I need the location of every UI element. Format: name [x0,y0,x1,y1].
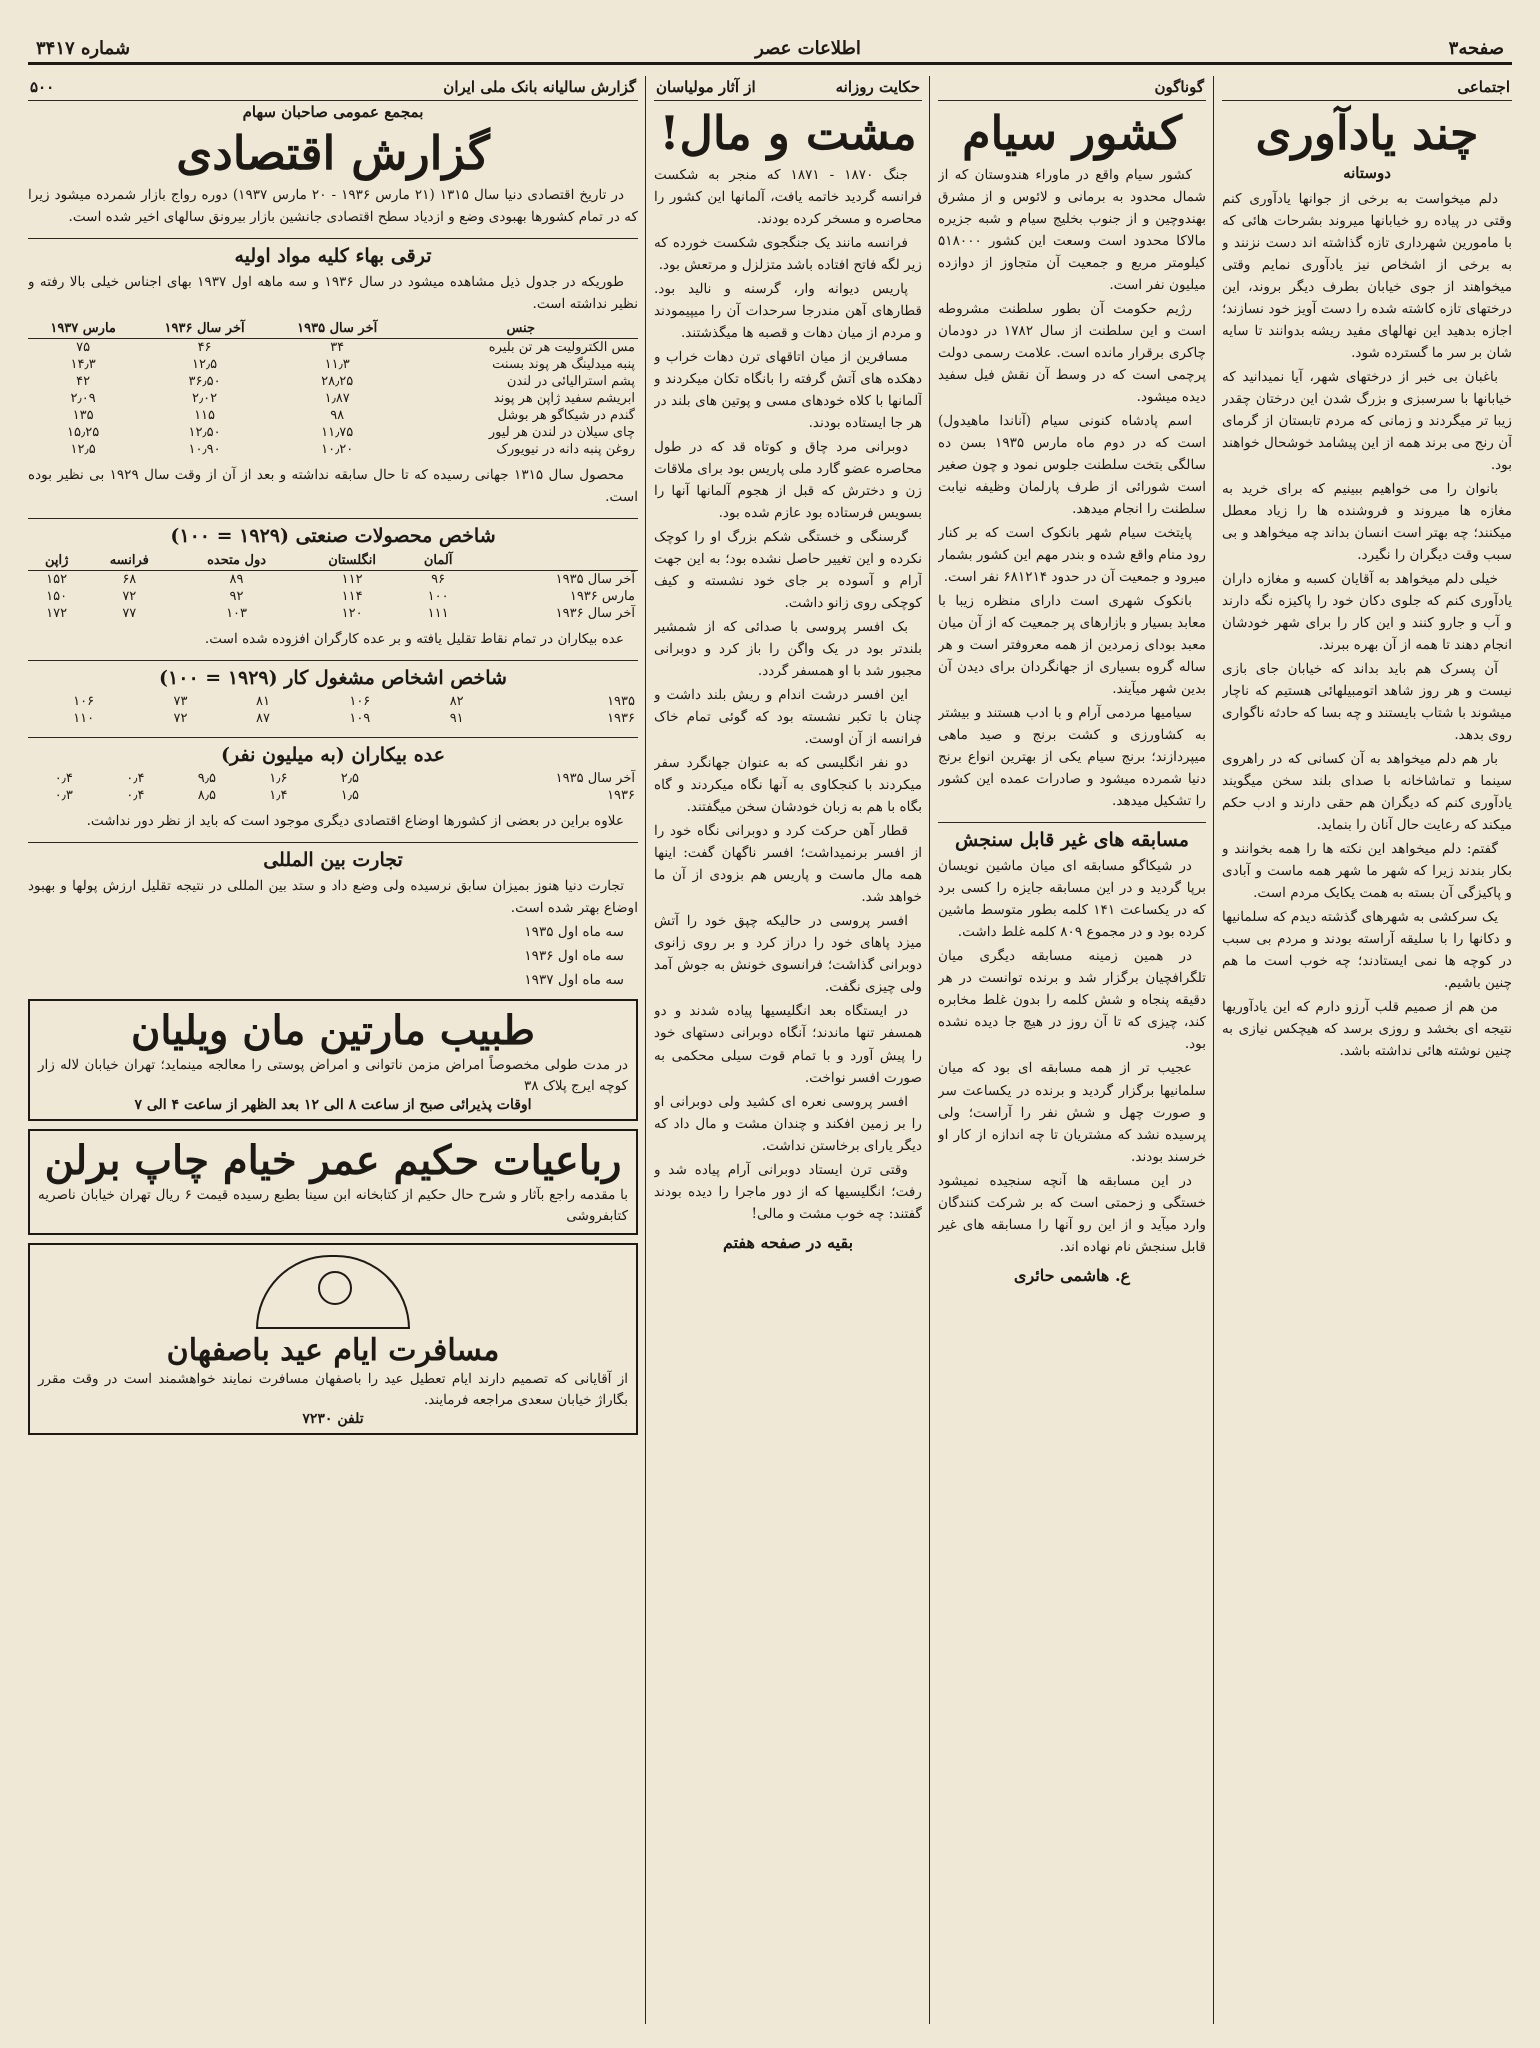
table-header-row: جنس آخر سال ۱۹۳۵ آخر سال ۱۹۳۶ مارس ۱۹۳۷ [28,319,638,339]
paragraph: جنگ ۱۸۷۰ - ۱۸۷۱ که منجر به شکست فرانسه گردید خاتمه یافت، آلمانها این کشور را محاصره و مسخر کرده بودند. [654,166,922,227]
paragraph: یک سرکشی به شهرهای گذشته دیدم که سلمانیها و دکانها را با سلیقه آراسته بودند و مردم بی سبب در کوچه ها نمی ایستادند؛ چه خوب است ما هم چنین باشیم. [1222,909,1512,992]
ad-title: طبیب مارتین مان ویلیان [131,1007,535,1055]
column-siam [938,76,1206,2024]
column-story [654,76,922,2024]
paragraph: این افسر درشت اندام و ریش بلند داشت و چنان با تکبر نشسته بود که گوئی تمام خاک فرانسه از آن اوست. [654,687,922,748]
article-headline: چند یادآوری [1255,106,1479,160]
employment-table [28,693,638,727]
table-row: ابریشم سفید ژاپن هر پوند ۱٫۸۷ ۲٫۰۲ ۲٫۰۹ [70,390,635,406]
prices-table [28,319,638,458]
author-signature: ع. هاشمی حائری [1013,1265,1131,1285]
paragraph: در تاریخ اقتصادی دنیا سال ۱۳۱۵ (۲۱ مارس ۱۹۳۶ - ۲۰ مارس ۱۹۳۷) دوره رواج بازار شمرده میشود زیرا که در تمام کشورها بهبودی وضع و ازدیاد سطح اقتصادی جانشین بازار بیرونق سالهای اخیر شده است. [28,186,638,225]
paragraph: طوریکه در جدول ذیل مشاهده میشود در سال ۱۹۳۶ و سه ماهه اول ۱۹۳۷ بهای اجناس خیلی بالا رفته و نظیر نداشته است. [28,273,638,312]
paragraph: دو نفر انگلیسی که به عنوان جهانگرد سفر میکردند با کنجکاوی به آنها نگاه میکردند و گاه بگاه با هم به زبان خودشان سخن میگفتند. [654,755,922,816]
column-rule [1213,76,1214,2024]
trade-list-item: سه ماه اول ۱۹۳۶ [524,948,624,965]
paragraph: وقتی ترن ایستاد دوبرانی آرام پیاده شد و رفت؛ انگلیسیها که از دور ماجرا را دیده بودند گفتند: چه خوب مشت و مالی! [654,1161,922,1222]
paragraph: گفتم: دلم میخواهد این نکته ها را همه بخوانند و بکار بندند زیرا که شهر ما شهر همه ماست و آبادی و پاکیزگی آن بسته به همت یکایک مردم است. [1222,841,1512,902]
paragraph: بک افسر پروسی با صدائی که از شمشیر بلندتر بود در یک واگن را باز کرد و دوبرانی مجبور شد با او همسفر گردد. [654,619,922,680]
travel-ad [28,1243,638,1435]
paragraph: گرسنگی و خستگی شکم بزرگ او را کوچک نکرده و این تغییر حاصل نشده بود؛ به این جهت آرام و آسوده بر جای خود نشسته و کیف کوچکی روی زانو داشت. [654,529,922,612]
column-economic-report [28,76,638,2024]
unemployed-note: علاوه براین در بعضی از کشورها اوضاع اقتصادی دیگری موجود است که باید از نظر دور نداشت. [86,813,624,829]
paragraph: اسم پادشاه کنونی سیام (آناندا ماهیدول) است که در دوم ماه مارس ۱۹۳۵ بسن ده سالگی بتخت سلطنت جلوس نمود و چون صغیر است شورائی از طرف پارلمان وظیفه نیابت سلطنت را انجام میدهد. [938,413,1206,518]
article-headline: کشور سیام [962,106,1182,160]
article-body [1222,188,1512,1063]
paragraph: عجیب تر از همه مسابقه ای بود که میان سلمانیها برگزار گردید و برنده در یکساعت سر و صورت چهل و شش نفر را آراست؛ ولی پرسیده نشد که مشتریان تا چه اندازه از کار او خرسند بودند. [938,1060,1206,1165]
unemployed-table [28,770,638,804]
employment-note: عده بیکاران در تمام نقاط تقلیل یافته و بر عده کارگران افزوده شده است. [204,630,624,647]
ad-body: در مدت طولی مخصوصاً امراض مزمن ناتوانی و امراض پوستی را معالجه مینماید؛ تهران خیابان لاله زار کوچه ایرج پلاک ۳۸ [38,1057,628,1095]
paragraph: خیلی دلم میخواهد به آقایان کسبه و مغازه داران یادآوری کنم که جلوی دکان خود را پاکیزه نگه دارند و آب و جارو کنند و این کار را برای شهر خودشان انجام دهند تا همه از آن بهره ببرند. [1222,571,1512,654]
section-label: حکایت روزانه از آثار مولیاسان [654,76,922,101]
page-number: صفحه۳ [1448,38,1504,59]
table-row: ۱۹۳۵ ۸۲ ۱۰۶ ۸۱ ۷۳ ۱۰۶ [73,694,635,709]
issue-number: شماره ۳۴۱۷ [36,38,131,59]
paragraph: در ایستگاه بعد انگلیسیها پیاده شدند و دو همسفر تنها ماندند؛ آنگاه دوبرانی دستهای خود را پیش آورد و با تمام قوت سیلی محکمی به صورت افسر نواخت. [654,1003,922,1086]
trade-text: تجارت دنیا هنوز بمیزان سابق نرسیده ولی وضع داد و ستد بین المللی در نتیجه تقلیل ارزش پولها و بهبود اوضاع بهتر شده است. سه ماه اول ۱۹۳۵ سه ماه اول ۱۹۳۶ سه ماه اول ۱۹۳۷ [28,875,638,991]
table-row: چای سیلان در لندن هر لیور ۱۱٫۷۵ ۱۲٫۵۰ ۱۵٫۲۵ [67,424,635,440]
section-intro [28,271,638,315]
section-label: اجتماعی [1222,76,1512,101]
paragraph: من هم از صمیم قلب آرزو دارم که این یادآوریها نتیجه ای بخشد و روزی برسد که هیچکس نیازی به چنین نوشته هائی نداشته باشد. [1222,999,1512,1060]
paragraph: دوبرانی مرد چاق و کوتاه قد که در طول محاصره عضو گارد ملی پاریس بود برای ملاقات زن و دخترش که قبل از هجوم آلمانها آنها را بسویس فرستاده بود عازم شده بود. [654,439,922,522]
article-headline: مشت و مال! [659,106,917,160]
paragraph: مسافرین از میان اتاقهای ترن دهات خراب و دهکده های آتش گرفته را بانگاه تکان میکردند و آلمانها با کلاه خودهای مسی و پوتین های بلند در هر جا ایستاده بودند. [654,349,922,432]
section-title: ترقی بهاء کلیه مواد اولیه [28,238,638,267]
column-reminders [1222,76,1512,2024]
masthead [28,34,1512,65]
ad-body: با مقدمه راجع بآثار و شرح حال حکیم از کتابخانه ابن سینا بطبع رسیده قیمت ۶ ریال تهران خیابان ناصریه کتابفروشی [38,1186,628,1224]
ad-title: رباعیات حکیم عمر خیام چاپ برلن [44,1136,622,1184]
continued-note: بقیه در صفحه هفتم [722,1232,854,1252]
column-rule [929,76,930,2024]
paragraph: بار هم دلم میخواهد به آن کسانی که در راهروی سینما و تماشاخانه با صدای بلند سخن میگویند یادآوری کنم که دیگران هم حقی دارند و ادب حکم میکند که رعایت حال آنان را بنماید. [1222,751,1512,834]
section-label: گوناگون [938,76,1206,101]
newspaper-page [28,34,1512,2024]
section-label: گزارش سالیانه بانک ملی ایران ۵۰۰ [28,76,638,101]
employment-title: شاخص اشخاص مشغول کار (۱۹۲۹ = ۱۰۰) [28,660,638,689]
trade-title: تجارت بین المللی [28,842,638,871]
arch-logo-icon [256,1255,410,1329]
trade-list-item: سه ماه اول ۱۹۳۷ [524,972,624,989]
table-row: روغن پنبه دانه در نیویورک ۱۰٫۲۰ ۱۰٫۹۰ ۱۲٫۵ [70,441,635,457]
article-headline: گزارش اقتصادی [176,126,490,180]
paragraph: باغبان بی خبر از درختهای شهر، آیا نمیدانید که خیابانها با سرسبزی و بزرگ شدن این درختان چقدر زیبا تر میگردند و زمانی که مردم تابستان از گرمای آن رنج می برند همه از این پیشامد خوشحال خواهند بود. [1222,369,1512,474]
contest-body [938,855,1206,1257]
contest-title: مسابقه های غیر قابل سنجش [938,822,1206,851]
article-body [654,164,922,1225]
paragraph: آن پسرک هم باید بداند که خیابان جای بازی نیست و هر روز شاهد اتومبیلهائی هستیم که ناچار میشوند با شتاب بایستند و چه بسا که حادثه ناگواری روی بدهد. [1222,661,1512,744]
table-row: آخر سال ۱۹۳۶ ۱۱۱ ۱۲۰ ۱۰۳ ۷۷ ۱۷۲ [46,605,635,621]
book-ad [28,1129,638,1235]
production-table [28,551,638,622]
paragraph: کشور سیام واقع در ماوراء هندوستان که از شمال محدود به برمانی و لائوس و از مشرق بهندوچین و از جنوب بخلیج سیام و شبه جزیره مالاکا محدود است وسعت این کشور ۵۱۸۰۰۰ کیلومتر مربع و جمعیت آن متجاوز از دوازده میلیون نفر است. [938,166,1206,293]
table-header-row: آلمان انگلستان دول متحده فرانسه ژاپن [28,551,638,571]
production-title: شاخص محصولات صنعتی (۱۹۲۹ = ۱۰۰) [28,518,638,547]
paragraph: بانوان را می خواهیم ببینیم که برای خرید به مغازه ها میروند و فروشنده ها را زیاد معطل میکنند؛ چه بهتر است انسان بداند چه میخواهد و بی سبب وقت دیگران را نگیرد. [1222,481,1512,564]
paragraph: سیامیها مردمی آرام و با ادب هستند و بیشتر به کشاورزی و کشت برنج و صید ماهی میپردازند؛ برنج سیام یکی از بهترین انواع برنج دنیا شمرده میشود و صادرات عمده این کشور را تشکیل میدهد. [938,705,1206,810]
unemployed-title: عده بیکاران (به میلیون نفر) [28,737,638,766]
article-body [938,164,1206,812]
article-intro [28,184,638,228]
table-row: ۱۹۳۶ ۹۱ ۱۰۹ ۸۷ ۷۲ ۱۱۰ [73,711,635,726]
table-row: پشم استرالیائی در لندن ۲۸٫۲۵ ۳۶٫۵۰ ۴۲ [76,373,635,389]
article-subhead: دوستانه [1343,163,1391,182]
paragraph: در همین زمینه مسابقه دیگری میان تلگرافچیان برگزار شد و برنده توانست در هر دقیقه پنجاه و شش کلمه را بدون غلط مخابره کند، چیزی که تا آن روز در هیچ جا دیده نشده بود. [938,948,1206,1053]
paragraph: در این مسابقه ها آنچه سنجیده نمیشود خستگی و زحمتی است که بر شرکت کنندگان وارد میآید و از این رو آنها را مسابقه های غیر قابل سنجش نام نهاده اند. [938,1172,1206,1255]
paragraph: رژیم حکومت آن بطور سلطنت مشروطه است و این سلطنت از سال ۱۷۸۲ در دودمان چاکری برقرار مانده است. علامت رسمی دولت پرچمی است که در وسط آن نقش فیل سفید دیده میشود. [938,300,1206,406]
paragraph: قطار آهن حرکت کرد و دوبرانی نگاه خود را از افسر برنمیداشت؛ افسر ناگهان گفت: اینها همه مال ماست و پاریس هم بزودی از آن ما خواهد شد. [654,823,922,906]
table-row: مارس ۱۹۳۶ ۱۰۰ ۱۱۴ ۹۲ ۷۲ ۱۵۰ [46,588,635,604]
paragraph: دلم میخواست به برخی از جوانها یادآوری کنم وقتی در پیاده رو خیابانها میروند بشرحات هائی که با مامورین شهرداری تازه گذاشته اند دست نزنند و به برخی از اشخاص نیز یادآوری نمایم وقتی میخواهند از جوی خیابان بطرف دیگر بروند، این درختهای تازه کاشته شده را دست آویز خود نسازند؛ اجازه بدهید این نهالهای مفید ریشه بدوانند تا سایه شان بر سر ما گسترده شود. [1222,190,1512,361]
table-row: ۱۹۳۶ ۱٫۵ ۱٫۴ ۸٫۵ ۰٫۴ ۰٫۳ [54,788,635,803]
ad-phone: تلفن ۷۲۳۰ [302,1410,364,1427]
table-row: پنبه میدلینگ هر پوند بسنت ۱۱٫۳ ۱۲٫۵ ۱۴٫۳ [70,356,635,372]
paper-name: اطلاعات عصر [755,38,861,59]
paragraph: پایتخت سیام شهر بانکوک است که بر کنار رود منام واقع شده و بندر مهم این کشور بشمار میرود و جمعیت آن در حدود ۶۸۱۲۱۴ نفر است. [938,525,1206,586]
ad-hours: اوقات پذیرائی صبح از ساعت ۸ الی ۱۲ بعد الظهر از ساعت ۴ الی ۷ [134,1096,532,1113]
prices-note: محصول سال ۱۳۱۵ جهانی رسیده که تا حال سابقه نداشته و بعد از آن از وقت سال ۱۹۲۹ بی نظیر بوده است. [28,466,638,505]
paragraph: افسر پروسی نعره ای کشید ولی دوبرانی او را بر زمین افکند و چندان مشت و مال داد که دیگر یارای برخاستن نداشت. [654,1093,922,1154]
paragraph: بانکوک شهری است دارای منظره زیبا با معابد بسیار و بازارهای پر جمعیت که از آن میان معبد بودای زمردین از همه معروفتر است و هر ساله گروه بسیاری از جهانگردان برای دیدن آن بدین شهر میآیند. [938,593,1206,698]
trade-list-item: سه ماه اول ۱۹۳۵ [524,924,624,941]
paragraph: در شیکاگو مسابقه ای میان ماشین نویسان برپا گردید و در این مسابقه جایزه را کسی برد که در یکساعت ۱۴۱ کلمه بطور متوسط ماشین کرده بود و در مجموع ۸۰۹ کلمه غلط داشت. [938,858,1206,941]
doctor-ad [28,999,638,1121]
paragraph: افسر پروسی در حالیکه چپق خود را آتش میزد پاهای خود را دراز کرد و بر روی زانوی دوبرانی گذاشت؛ فرانسوی خونش به جوش آمد ولی چیزی نگفت. [654,913,922,996]
ad-body: از آقایانی که تصمیم دارند ایام تعطیل عید را باصفهان مسافرت نمایند خواهشمند است در وقت مقرر بگاراژ خیابان سعدی مراجعه فرمایند. [38,1370,628,1408]
table-row: مس الکترولیت هر تن بلیره ۳۴ ۴۶ ۷۵ [76,339,635,355]
paragraph: فرانسه مانند یک جنگجوی شکست خورده که زیر لگه فاتح افتاده باشد متزلزل و مرتعش بود. [654,234,922,273]
table-row: آخر سال ۱۹۳۵ ۹۶ ۱۱۲ ۸۹ ۶۸ ۱۵۲ [46,571,635,587]
table-row: آخر سال ۱۹۳۵ ۲٫۵ ۱٫۶ ۹٫۵ ۰٫۴ ۰٫۴ [54,771,635,786]
article-kicker: بمجمع عمومی صاحبان سهام [242,103,424,121]
table-row: گندم در شیکاگو هر بوشل ۹۸ ۱۱۵ ۱۳۵ [72,407,635,423]
ad-title: مسافرت ایام عید باصفهان [166,1332,500,1368]
paragraph: پاریس دیوانه وار، گرسنه و نالید بود. قطارهای آهن مندرجا سرحدات آن را میپیمودند و مردم از میان دهات و قصبه ها میگذشتند. [654,280,922,341]
column-rule [645,76,646,2024]
